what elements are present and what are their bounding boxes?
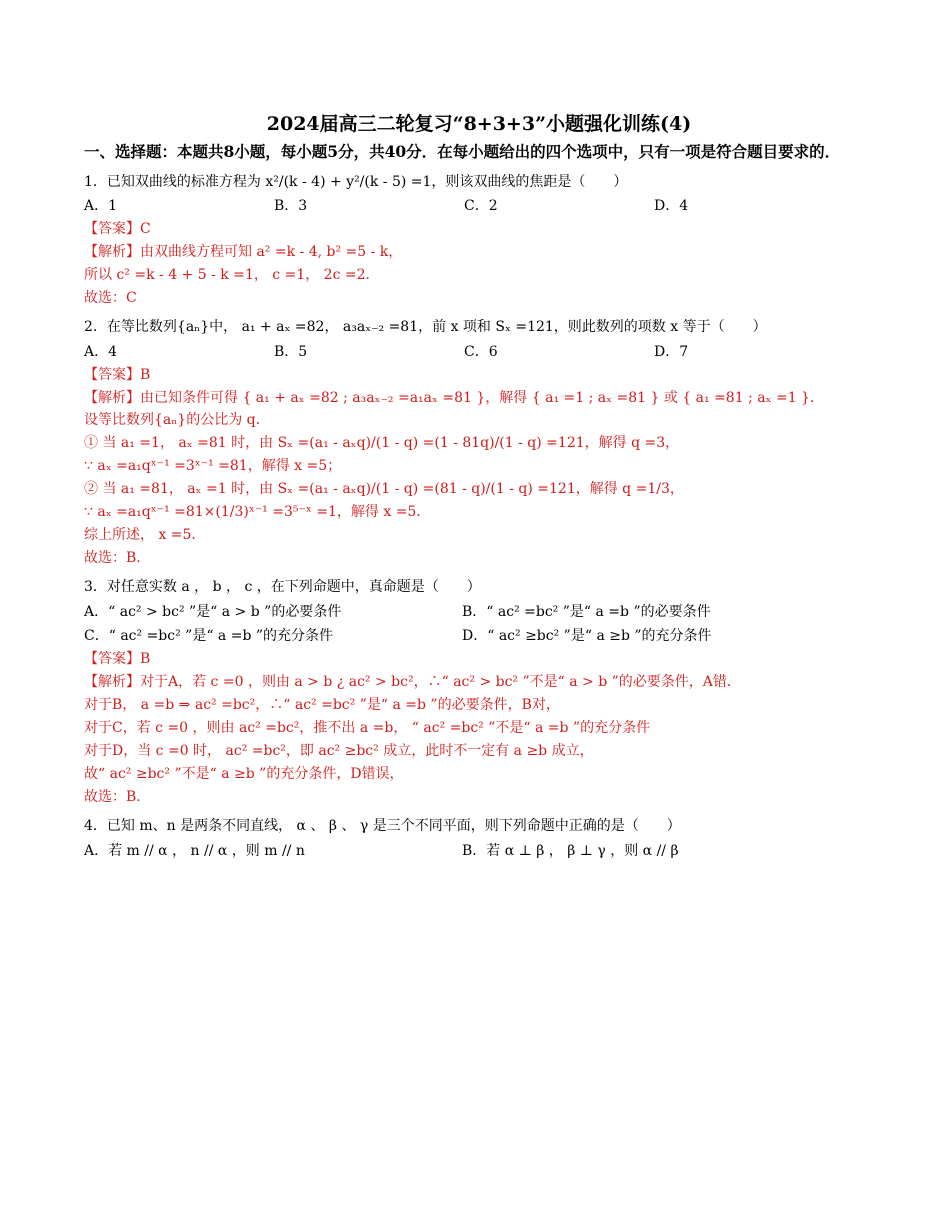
q2-solution-line-7: 综上所述， x =5．: [84, 526, 206, 543]
q3-solution-line-2: 对于B， a =b ⇒ ac² =bc²，∴“ ac² =bc² ”是“ a =b ”的必要条件，B对，: [84, 697, 560, 714]
q1-solution-line-3: 故选：C: [84, 290, 137, 307]
q3-solution-line-5: 故“ ac² ≥bc² ”不是“ a ≥b ”的充分条件，D错误，: [84, 765, 404, 782]
q2-answer: 【答案】B: [84, 366, 151, 383]
q2-option-b: B．5: [274, 343, 308, 360]
q3-option-b: B．“ ac² =bc² ”是“ a =b ”的必要条件: [462, 603, 711, 620]
q3-option-a: A．“ ac² > bc² ”是“ a > b ”的必要条件: [84, 603, 342, 620]
q1-option-b: B．3: [274, 198, 308, 215]
question-1-stem: 1．已知双曲线的标准方程为 x²/(k - 4) + y²/(k - 5) =1，则该双曲线的焦距是（ ）: [84, 173, 628, 190]
q2-option-d: D．7: [654, 343, 689, 360]
q3-solution-line-3: 对于C，若 c =0 ，则由 ac² =bc²，推不出 a =b， “ ac² =bc² ”不是“ a =b ”的充分条件: [84, 720, 651, 737]
q3-solution-tag: 【解析】: [84, 674, 140, 691]
q3-option-d: D．“ ac² ≥bc² ”是“ a ≥b ”的充分条件: [462, 628, 712, 645]
q2-option-a: A．4: [84, 343, 118, 360]
q1-option-a: A．1: [84, 198, 118, 215]
q3-solution-text: 对于A，若 c =0 ，则由 a > b ¿ ac² > bc²，∴“ ac² > bc² ”不是“ a > b ”的必要条件，A错．: [140, 674, 741, 691]
question-3-stem: 3．对任意实数 a ， b ， c ，在下列命题中，真命题是（ ）: [84, 578, 481, 595]
q2-solution-line-1: [84, 389, 874, 408]
question-4-options-row-1: [84, 842, 874, 861]
question-3-options-row-1: [84, 603, 874, 622]
q2-solution-line-5: ② 当 a₁ =81， aₓ =1 时，由 Sₓ =(a₁ - aₓq)/(1 - q) =(81 - q)/(1 - q) =121，解得 q =1/3，: [84, 481, 684, 498]
q2-solution-text: 由已知条件可得 { a₁ + aₓ =82 ; a₃aₓ₋₂ =a₁aₓ =81 }，解得 { a₁ =1 ; aₓ =81 } 或 { a₁ =81 ; aₓ =1 }．: [140, 389, 824, 406]
question-1-options: [84, 197, 874, 216]
q2-solution-line-6: ∵ aₓ =a₁qˣ⁻¹ =81×(1/3)ˣ⁻¹ =3⁵⁻ˣ =1，解得 x =5．: [84, 504, 431, 521]
q1-solution-line-1: [84, 243, 874, 262]
q4-option-a: A．若 m // α ， n // α ，则 m // n: [84, 842, 305, 859]
section-heading: 一、选择题：本题共8小题，每小题5分，共40分．在每小题给出的四个选项中，只有一项是符合题目要求的．: [84, 141, 841, 161]
q1-option-c: C．2: [464, 198, 498, 215]
q2-solution-line-3: ① 当 a₁ =1， aₓ =81 时，由 Sₓ =(a₁ - aₓq)/(1 - q) =(1 - 81q)/(1 - q) =121，解得 q =3，: [84, 435, 680, 452]
q3-solution-line-1: [84, 673, 874, 692]
question-2-options: [84, 343, 874, 362]
q3-answer: 【答案】B: [84, 651, 151, 668]
q4-option-b: B．若 α ⊥ β ， β ⊥ γ ，则 α // β: [462, 842, 679, 859]
q1-solution-text: 由双曲线方程可知 a² =k - 4, b² =5 - k，: [140, 244, 403, 261]
question-2-stem: 2．在等比数列{aₙ}中， a₁ + aₓ =82， a₃aₓ₋₂ =81，前 x 项和 Sₓ =121，则此数列的项数 x 等于（ ）: [84, 318, 767, 335]
q1-answer: 【答案】C: [84, 221, 151, 238]
document-page: [84, 112, 874, 862]
q1-solution-line-2: 所以 c² =k - 4 + 5 - k =1， c =1， 2c =2．: [84, 267, 380, 284]
q2-option-c: C．6: [464, 343, 498, 360]
page-title: 2024届高三二轮复习“8+3+3”小题强化训练(4): [266, 113, 692, 135]
q2-solution-line-8: 故选：B.: [84, 549, 141, 566]
q1-solution-tag: 【解析】: [84, 244, 140, 261]
q3-solution-line-4: 对于D，当 c =0 时， ac² =bc²，即 ac² ≥bc² 成立，此时不一定有 a ≥b 成立，: [84, 742, 594, 759]
question-3-options-row-2: [84, 627, 874, 646]
q1-option-d: D．4: [654, 198, 689, 215]
q2-solution-tag: 【解析】: [84, 389, 140, 406]
q2-solution-line-4: ∵ aₓ =a₁qˣ⁻¹ =3ˣ⁻¹ =81，解得 x =5；: [84, 458, 342, 475]
q2-solution-line-2: 设等比数列{aₙ}的公比为 q．: [84, 412, 270, 429]
question-4-stem: 4．已知 m、n 是两条不同直线， α 、 β 、 γ 是三个不同平面，则下列命题中正确的是（ ）: [84, 817, 681, 834]
q3-solution-line-6: 故选：B.: [84, 788, 141, 805]
q3-option-c: C．“ ac² =bc² ”是“ a =b ”的充分条件: [84, 628, 334, 645]
